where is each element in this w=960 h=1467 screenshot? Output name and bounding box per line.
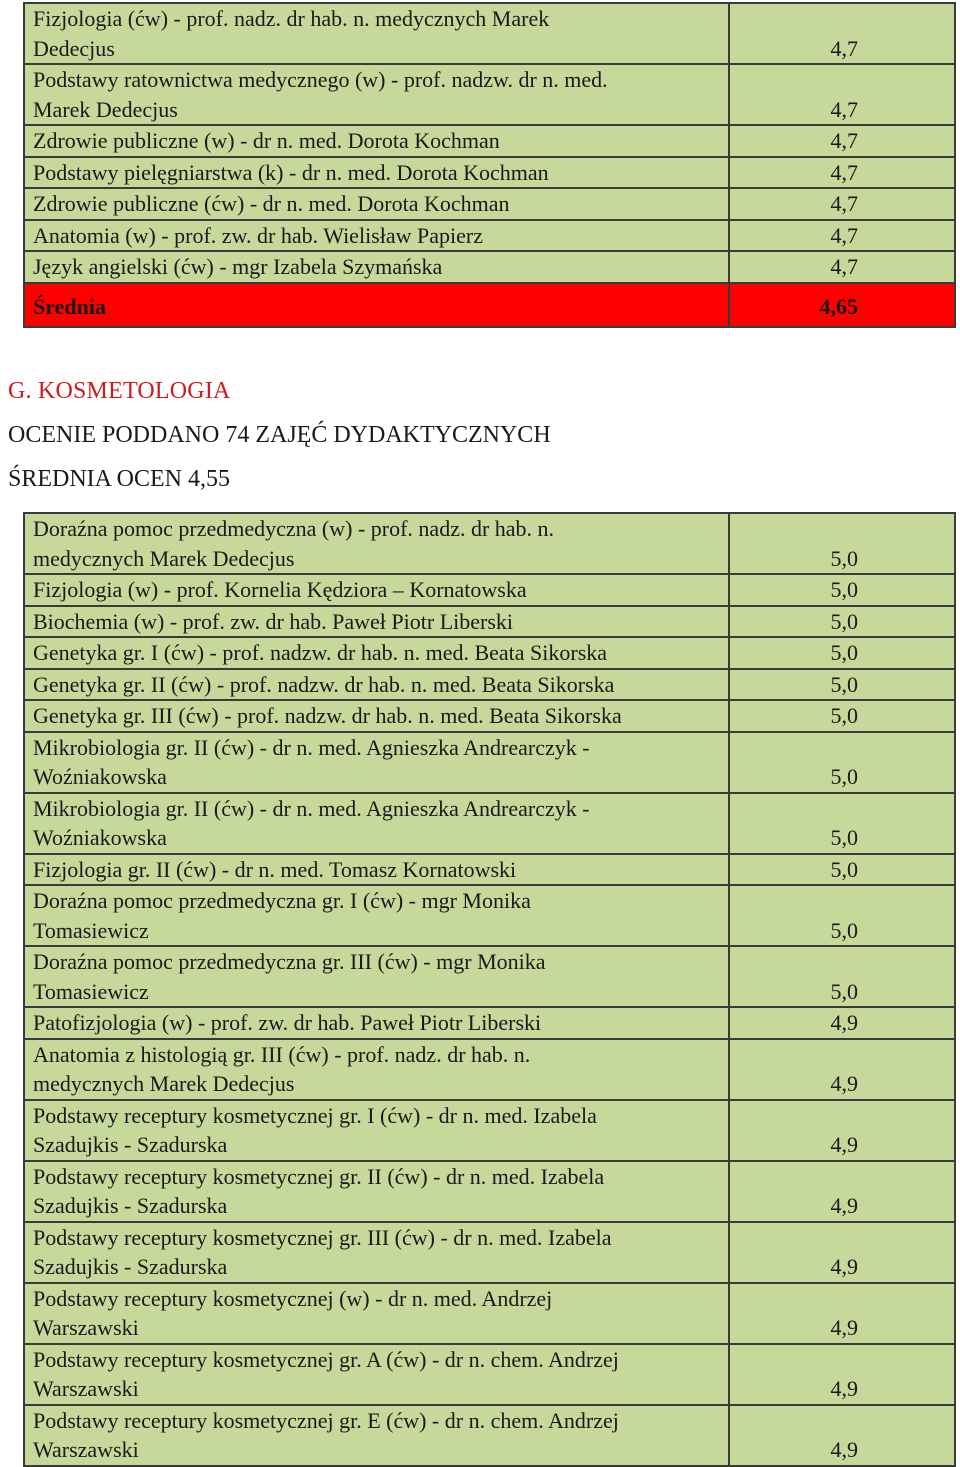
grade-cell: 5,0 <box>729 793 955 854</box>
course-cell: Podstawy receptury kosmetycznej gr. A (ćw) - dr n. chem. Andrzej Warszawski <box>24 1344 729 1405</box>
course-cell: Podstawy receptury kosmetycznej (w) - dr n. med. Andrzej Warszawski <box>24 1283 729 1344</box>
grade-cell: 5,0 <box>729 574 955 606</box>
course-cell: Doraźna pomoc przedmedyczna gr. I (ćw) - mgr Monika Tomasiewicz <box>24 885 729 946</box>
course-cell: Doraźna pomoc przedmedyczna gr. III (ćw) - mgr Monika Tomasiewicz <box>24 946 729 1007</box>
grade-cell: 4,9 <box>729 1161 955 1222</box>
table-row <box>24 606 955 638</box>
table-row <box>24 669 955 701</box>
table-row <box>24 574 955 606</box>
grade-cell: 5,0 <box>729 732 955 793</box>
table-row <box>24 732 955 793</box>
course-cell: Podstawy receptury kosmetycznej gr. III (ćw) - dr n. med. Izabela Szadujkis - Szadurska <box>24 1222 729 1283</box>
course-cell: Zdrowie publiczne (w) - dr n. med. Dorota Kochman <box>24 125 729 157</box>
table-row <box>24 251 955 283</box>
grade-cell: 4,7 <box>729 251 955 283</box>
table-row <box>24 188 955 220</box>
grades-table-top <box>23 2 956 328</box>
course-cell: Biochemia (w) - prof. zw. dr hab. Paweł Piotr Liberski <box>24 606 729 638</box>
table-row <box>24 125 955 157</box>
table-row <box>24 1007 955 1039</box>
grade-cell: 4,7 <box>729 220 955 252</box>
rated-classes-count: OCENIE PODDANO 74 ZAJĘĆ DYDAKTYCZNYCH <box>8 422 551 448</box>
table-row <box>24 1222 955 1283</box>
grade-cell: 5,0 <box>729 513 955 574</box>
course-cell: Fizjologia gr. II (ćw) - dr n. med. Tomasz Kornatowski <box>24 854 729 886</box>
course-cell: Anatomia (w) - prof. zw. dr hab. Wielisław Papierz <box>24 220 729 252</box>
table-row <box>24 3 955 64</box>
grades-mean: ŚREDNIA OCEN 4,55 <box>8 466 231 492</box>
grade-cell: 4,9 <box>729 1344 955 1405</box>
course-cell: Genetyka gr. III (ćw) - prof. nadzw. dr hab. n. med. Beata Sikorska <box>24 700 729 732</box>
table-row <box>24 1344 955 1405</box>
course-cell: Genetyka gr. I (ćw) - prof. nadzw. dr hab. n. med. Beata Sikorska <box>24 637 729 669</box>
course-cell: Podstawy ratownictwa medycznego (w) - prof. nadzw. dr n. med. Marek Dedecjus <box>24 64 729 125</box>
course-cell: Patofizjologia (w) - prof. zw. dr hab. Paweł Piotr Liberski <box>24 1007 729 1039</box>
grade-cell: 4,7 <box>729 188 955 220</box>
average-label: Średnia <box>24 283 729 327</box>
grade-cell: 5,0 <box>729 669 955 701</box>
table-row <box>24 1039 955 1100</box>
course-cell: Anatomia z histologią gr. III (ćw) - prof. nadz. dr hab. n. medycznych Marek Dedecjus <box>24 1039 729 1100</box>
table-row <box>24 700 955 732</box>
grade-cell: 4,7 <box>729 157 955 189</box>
grade-cell: 5,0 <box>729 885 955 946</box>
course-cell: Fizjologia (ćw) - prof. nadz. dr hab. n. medycznych Marek Dedecjus <box>24 3 729 64</box>
grade-cell: 4,9 <box>729 1100 955 1161</box>
course-cell: Podstawy pielęgniarstwa (k) - dr n. med. Dorota Kochman <box>24 157 729 189</box>
section-title: G. KOSMETOLOGIA <box>8 378 231 404</box>
course-cell: Doraźna pomoc przedmedyczna (w) - prof. nadz. dr hab. n. medycznych Marek Dedecjus <box>24 513 729 574</box>
course-cell: Mikrobiologia gr. II (ćw) - dr n. med. Agnieszka Andrearczyk - Woźniakowska <box>24 793 729 854</box>
course-cell: Fizjologia (w) - prof. Kornelia Kędziora – Kornatowska <box>24 574 729 606</box>
table-row <box>24 854 955 886</box>
grade-cell: 4,9 <box>729 1222 955 1283</box>
table-row <box>24 1283 955 1344</box>
table-row <box>24 946 955 1007</box>
table-row <box>24 220 955 252</box>
table-row <box>24 637 955 669</box>
grade-cell: 5,0 <box>729 854 955 886</box>
grade-cell: 5,0 <box>729 700 955 732</box>
grade-cell: 4,7 <box>729 3 955 64</box>
grade-cell: 4,9 <box>729 1007 955 1039</box>
grade-cell: 5,0 <box>729 946 955 1007</box>
course-cell: Podstawy receptury kosmetycznej gr. E (ćw) - dr n. chem. Andrzej Warszawski <box>24 1405 729 1466</box>
course-cell: Podstawy receptury kosmetycznej gr. I (ćw) - dr n. med. Izabela Szadujkis - Szadurska <box>24 1100 729 1161</box>
course-cell: Zdrowie publiczne (ćw) - dr n. med. Dorota Kochman <box>24 188 729 220</box>
table-row <box>24 1405 955 1466</box>
table-row <box>24 1100 955 1161</box>
table-row <box>24 885 955 946</box>
course-cell: Genetyka gr. II (ćw) - prof. nadzw. dr hab. n. med. Beata Sikorska <box>24 669 729 701</box>
average-row <box>24 283 955 327</box>
grades-table-bottom <box>23 512 956 1467</box>
course-cell: Mikrobiologia gr. II (ćw) - dr n. med. Agnieszka Andrearczyk - Woźniakowska <box>24 732 729 793</box>
table-row <box>24 64 955 125</box>
grade-cell: 5,0 <box>729 637 955 669</box>
table-row <box>24 793 955 854</box>
table-row <box>24 157 955 189</box>
grade-cell: 4,9 <box>729 1283 955 1344</box>
average-value: 4,65 <box>729 283 955 327</box>
grade-cell: 4,9 <box>729 1405 955 1466</box>
table-row <box>24 513 955 574</box>
table-row <box>24 1161 955 1222</box>
course-cell: Podstawy receptury kosmetycznej gr. II (ćw) - dr n. med. Izabela Szadujkis - Szadurska <box>24 1161 729 1222</box>
grade-cell: 4,7 <box>729 125 955 157</box>
grade-cell: 4,7 <box>729 64 955 125</box>
grade-cell: 5,0 <box>729 606 955 638</box>
course-cell: Język angielski (ćw) - mgr Izabela Szymańska <box>24 251 729 283</box>
grade-cell: 4,9 <box>729 1039 955 1100</box>
